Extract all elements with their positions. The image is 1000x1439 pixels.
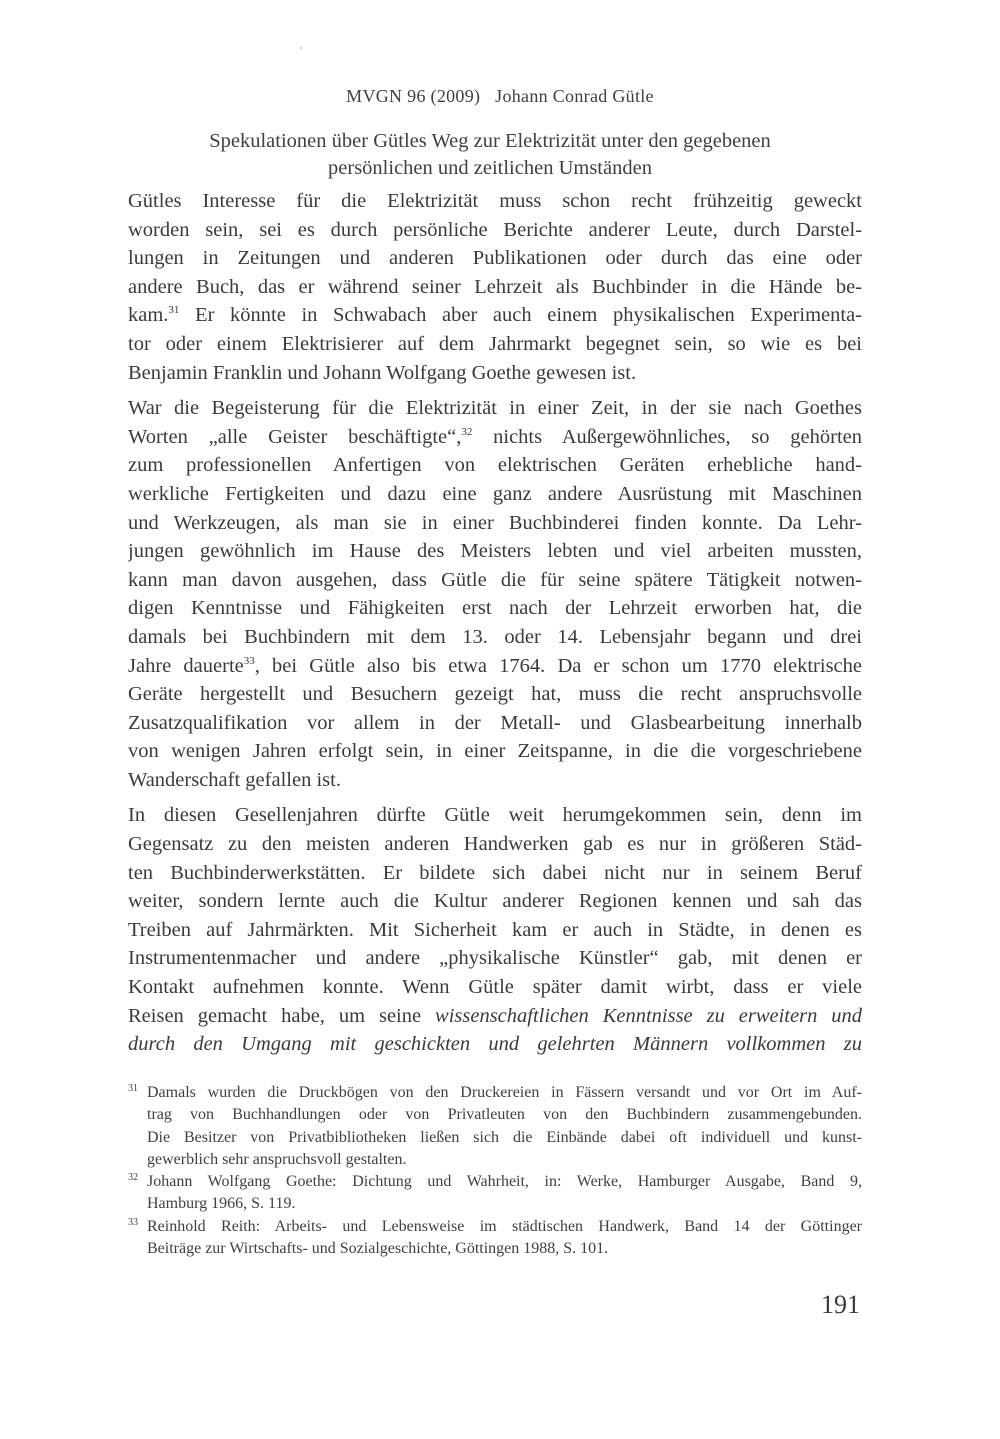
section-heading (120, 128, 860, 182)
text-fragment: kam. (128, 304, 169, 327)
text-line: damals bei Buchbindern mit dem 13. oder 14. Lebensjahr begann und drei (128, 625, 862, 648)
text-fragment: Reisen gemacht habe, um seine (128, 1004, 436, 1027)
text-line: Treiben auf Jahrmärkten. Mit Sicherheit kam er auch in Städte, in denen es (128, 918, 862, 941)
text-line (128, 301, 862, 330)
body-text (128, 187, 862, 1066)
text-line: jungen gewöhnlich im Hause des Meisters lebten und viel arbeiten mussten, (128, 540, 862, 563)
quoted-italic-text: wissenschaftlichen Kenntnisse zu erweitern und (435, 1004, 862, 1027)
footnote-line: Damals wurden die Druckbögen von den Druckereien in Fässern versandt und vor Ort im Auf- (147, 1084, 862, 1101)
text-line (128, 1030, 862, 1059)
footnote-line: Reinhold Reith: Arbeits- und Lebensweise im städtischen Handwerk, Band 14 der Göttinger (147, 1217, 862, 1235)
running-header (0, 86, 1000, 107)
journal-citation: MVGN 96 (2009) (346, 86, 481, 106)
text-fragment: Jahre dauerte (128, 654, 244, 677)
footnote-line: Hamburg 1966, S. 119. (147, 1195, 296, 1213)
section-heading-line: persönlichen und zeitlichen Umständen (328, 157, 652, 179)
text-line: In diesen Gesellenjahren dürfte Gütle weit herumgekommen sein, denn im (128, 804, 862, 827)
text-fragment: , bei Gütle also bis etwa 1764. Da er schon um 1770 elektrische (254, 654, 862, 677)
text-line: War die Begeisterung für die Elektrizität in einer Zeit, in der sie nach Goethes (128, 397, 862, 420)
footnotes (128, 1082, 862, 1260)
footnote-33 (128, 1216, 862, 1261)
footnote-ref-33[interactable]: 33 (243, 654, 255, 667)
section-heading-line: Spekulationen über Gütles Weg zur Elektrizität unter den gegebenen (209, 130, 771, 152)
footnote-ref-32[interactable]: 32 (461, 425, 473, 438)
footnote-line: Beiträge zur Wirtschafts- und Sozialgeschichte, Göttingen 1988, S. 101. (147, 1240, 609, 1258)
footnote-line: gewerblich sehr anspruchsvoll gestalten. (147, 1150, 407, 1168)
text-line: tor oder einem Elektrisierer auf dem Jahrmarkt begegnet sein, so wie es bei (128, 332, 862, 355)
footnote-number: 32 (128, 1172, 138, 1184)
text-line: Gegensatz zu den meisten anderen Handwerken gab es nur in größeren Städ- (128, 833, 862, 856)
text-line: andere Buch, das er während seiner Lehrzeit als Buchbinder in die Hände be- (128, 275, 862, 298)
text-line: Benjamin Franklin und Johann Wolfgang Goethe gewesen ist. (128, 361, 637, 384)
text-line: zum professionellen Anfertigen von elektrischen Geräten erhebliche hand- (128, 454, 862, 477)
scan-speck (300, 47, 302, 49)
article-author: Johann Conrad Gütle (495, 86, 654, 106)
paragraph-2 (128, 394, 862, 794)
footnote-line: Die Besitzer von Privatbibliotheken ließen sich die Einbände dabei oft individuell und kunst- (147, 1128, 862, 1146)
footnote-32 (128, 1171, 862, 1216)
footnote-line: trag von Buchhandlungen oder von Privatleuten von den Buchbindern zusammengebunden. (147, 1106, 862, 1124)
text-line: von wenigen Jahren erfolgt sein, in einer Zeitspanne, in die die vorgeschriebene (128, 740, 862, 763)
text-line: lungen in Zeitungen und anderen Publikationen oder durch das eine oder (128, 247, 862, 270)
text-line: weiter, sondern lernte auch die Kultur anderer Regionen kennen und sah das (128, 890, 862, 913)
footnote-number: 33 (128, 1216, 138, 1228)
text-line (128, 652, 862, 681)
text-line: kann man davon ausgehen, dass Gütle die für seine spätere Tätigkeit notwen- (128, 568, 862, 591)
footnote-text (147, 1082, 862, 1171)
footnote-text (147, 1216, 862, 1261)
text-line (128, 423, 862, 452)
text-line: Kontakt aufnehmen konnte. Wenn Gütle später damit wirbt, dass er viele (128, 976, 862, 999)
footnote-text (147, 1171, 862, 1216)
text-line: worden sein, sei es durch persönliche Berichte anderer Leute, durch Darstel- (128, 218, 862, 241)
footnote-ref-31[interactable]: 31 (168, 304, 180, 317)
paragraph-3 (128, 801, 862, 1058)
footnote-line: Johann Wolfgang Goethe: Dichtung und Wahrheit, in: Werke, Hamburger Ausgabe, Band 9, (147, 1173, 862, 1191)
text-line: Zusatzqualifikation vor allem in der Metall- und Glasbearbeitung innerhalb (128, 711, 862, 734)
footnote-number: 31 (128, 1083, 138, 1094)
text-fragment: nichts Außergewöhnliches, so gehörten (472, 425, 862, 448)
text-line: Instrumentenmacher und andere „physikalische Künstler“ gab, mit denen er (128, 947, 862, 970)
text-line (128, 1002, 862, 1031)
page-number: 191 (821, 1290, 860, 1319)
text-line: Wanderschaft gefallen ist. (128, 768, 341, 791)
text-fragment: Worten „alle Geister beschäftigte“, (128, 425, 462, 448)
text-line: Gütles Interesse für die Elektrizität muss schon recht frühzeitig geweckt (128, 190, 862, 212)
paragraph-1 (128, 187, 862, 387)
text-line: ten Buchbinderwerkstätten. Er bildete sich dabei nicht nur in seinem Beruf (128, 861, 862, 884)
quoted-italic-text: durch den Umgang mit geschickten und gelehrten Männern vollkommen zu (128, 1033, 862, 1056)
text-line: und Werkzeugen, als man sie in einer Buchbinderei finden konnte. Da Lehr- (128, 511, 862, 534)
text-line: werkliche Fertigkeiten und dazu eine ganz andere Ausrüstung mit Maschinen (128, 482, 862, 505)
text-line: digen Kenntnisse und Fähigkeiten erst nach der Lehrzeit erworben hat, die (128, 597, 862, 620)
text-fragment: Er könnte in Schwabach aber auch einem physikalischen Experimenta- (179, 304, 862, 327)
footnote-31 (128, 1082, 862, 1171)
text-line: Geräte hergestellt und Besuchern gezeigt hat, muss die recht anspruchsvolle (128, 683, 862, 706)
